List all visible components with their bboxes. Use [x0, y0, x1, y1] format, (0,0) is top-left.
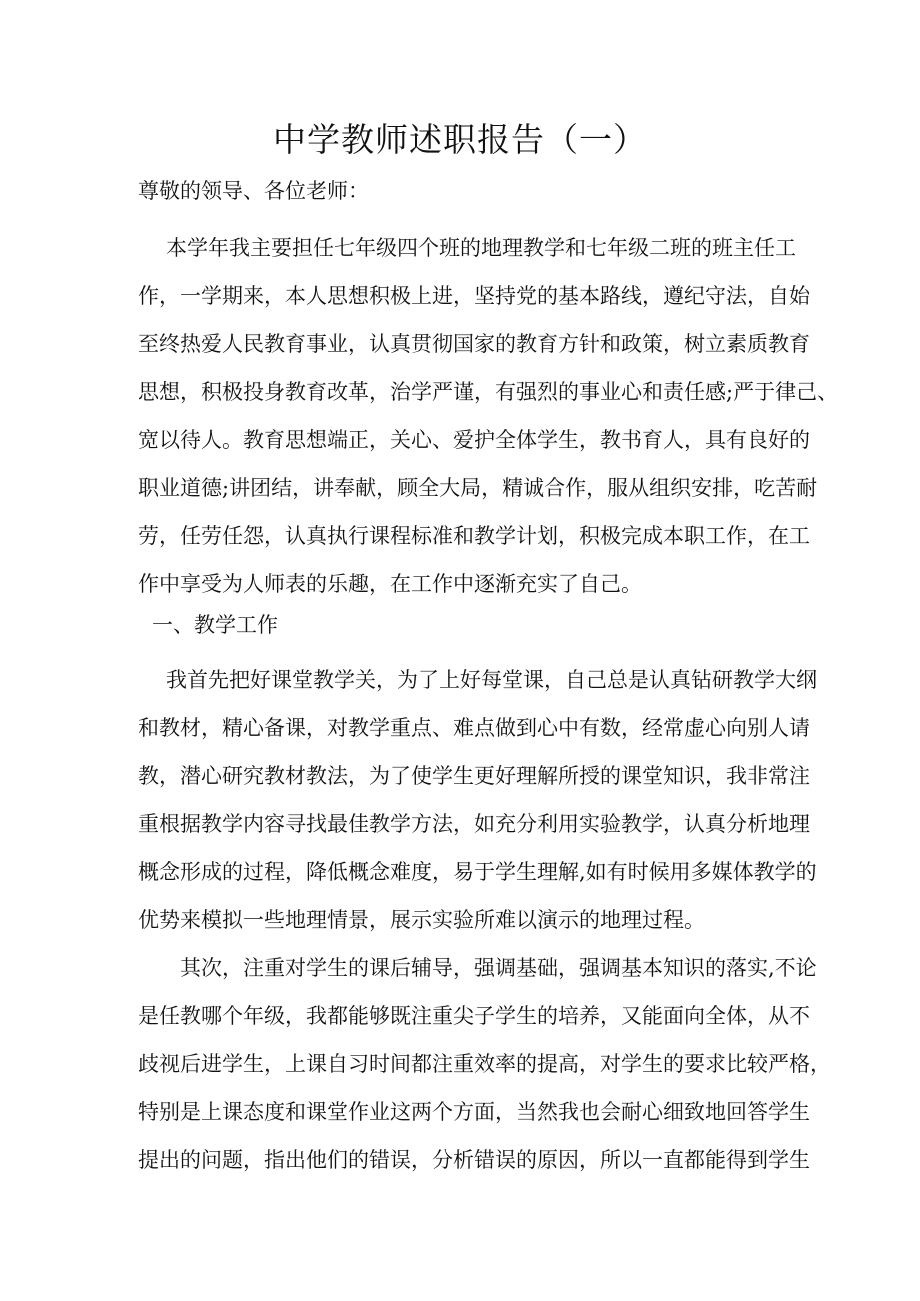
section-heading-teaching: 一、教学工作 — [152, 613, 278, 637]
paragraph-line: 提出的问题，指出他们的错误，分析错误的原因，所以一直都能得到学生 — [138, 1148, 810, 1172]
paragraph-tutoring — [138, 944, 831, 1184]
paragraph-line: 其次，注重对学生的课后辅导，强调基础，强调基本知识的落实,不论 — [180, 956, 817, 980]
paragraph-line: 劳，任劳任怨，认真执行课程标准和教学计划，积极完成本职工作，在工 — [138, 524, 810, 548]
paragraph-line: 至终热爱人民教育事业，认真贯彻国家的教育方针和政策，树立素质教育 — [138, 332, 810, 356]
paragraph-line: 教，潜心研究教材教法，为了使学生更好理解所授的课堂知识，我非常注 — [138, 764, 810, 788]
paragraph-line: 概念形成的过程，降低概念难度，易于学生理解,如有时候用多媒体教学的 — [138, 860, 817, 884]
paragraph-line: 职业道德;讲团结，讲奉献，顾全大局，精诚合作，服从组织安排，吃苦耐 — [138, 476, 818, 500]
paragraph-line: 和教材，精心备课，对教学重点、难点做到心中有数，经常虚心向别人请 — [138, 716, 810, 740]
paragraph-line: 优势来模拟一些地理情景，展示实验所难以演示的地理过程。 — [138, 908, 705, 932]
paragraph-line: 思想，积极投身教育改革，治学严谨，有强烈的事业心和责任感;严于律己、 — [138, 380, 839, 404]
salutation: 尊敬的领导、各位老师： — [138, 179, 369, 203]
paragraph-line: 我首先把好课堂教学关，为了上好每堂课，自己总是认真钻研教学大纲 — [166, 668, 817, 692]
paragraph-teaching — [138, 656, 817, 944]
paragraph-line: 是任教哪个年级，我都能够既注重尖子学生的培养，又能面向全体，从不 — [138, 1004, 810, 1028]
paragraph-line: 特别是上课态度和课堂作业这两个方面，当然我也会耐心细致地回答学生 — [138, 1100, 810, 1124]
paragraph-line: 宽以待人。教育思想端正，关心、爱护全体学生，教书育人，具有良好的 — [138, 428, 810, 452]
paragraph-line: 本学年我主要担任七年级四个班的地理教学和七年级二班的班主任工 — [166, 236, 796, 260]
paragraph-line: 重根据教学内容寻找最佳教学方法，如充分利用实验教学，认真分析地理 — [138, 812, 810, 836]
paragraph-line: 作中享受为人师表的乐趣，在工作中逐渐充实了自己。 — [138, 572, 642, 596]
document-title: 中学教师述职报告（一） — [273, 120, 647, 159]
paragraph-intro — [138, 224, 839, 608]
paragraph-line: 作，一学期来，本人思想积极上进，坚持党的基本路线，遵纪守法，自始 — [138, 284, 810, 308]
paragraph-line: 歧视后进学生，上课自习时间都注重效率的提高，对学生的要求比较严格， — [138, 1052, 831, 1076]
